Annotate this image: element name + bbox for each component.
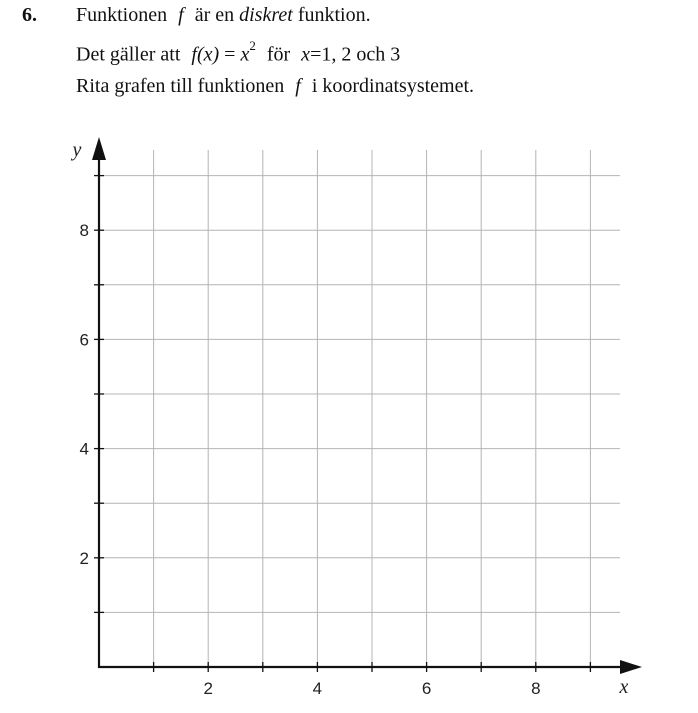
y-tick-label: 8 [79, 221, 89, 241]
x-axis-label: x [619, 676, 629, 698]
x-variable: x [301, 43, 311, 66]
problem-number: 6. [22, 4, 37, 26]
line1-text-c: funktion. [297, 4, 371, 26]
word-diskret: diskret [239, 4, 293, 26]
y-axis-label: y [72, 139, 82, 161]
equals-sign: = [224, 43, 236, 66]
function-symbol-f: f [178, 4, 184, 26]
x-tick-label: 6 [421, 679, 432, 698]
line1-text-b: är en [194, 4, 235, 26]
y-tick-label: 2 [79, 548, 89, 568]
exponent: 2 [249, 38, 256, 53]
line2-text-b: för [266, 43, 291, 66]
function-expression: f(x) [191, 43, 220, 66]
line3-text-b: i koordinatsystemet. [311, 75, 475, 97]
line2-text-a: Det gäller att [76, 43, 181, 66]
function-symbol-f-2: f [295, 75, 301, 97]
line1-text-a: Funktionen [76, 4, 168, 26]
x-tick-label: 2 [203, 679, 213, 698]
y-tick-label: 6 [79, 330, 89, 350]
line2-text-c: =1, 2 och 3 [310, 43, 401, 66]
y-axis-arrow [92, 137, 106, 160]
x-tick-label: 4 [312, 679, 323, 698]
x-tick-label: 8 [531, 679, 541, 698]
x-squared-base: x [240, 43, 250, 66]
line3-text-a: Rita grafen till funktionen [76, 75, 285, 97]
y-tick-label: 4 [79, 439, 89, 459]
x-axis-arrow [620, 660, 642, 674]
